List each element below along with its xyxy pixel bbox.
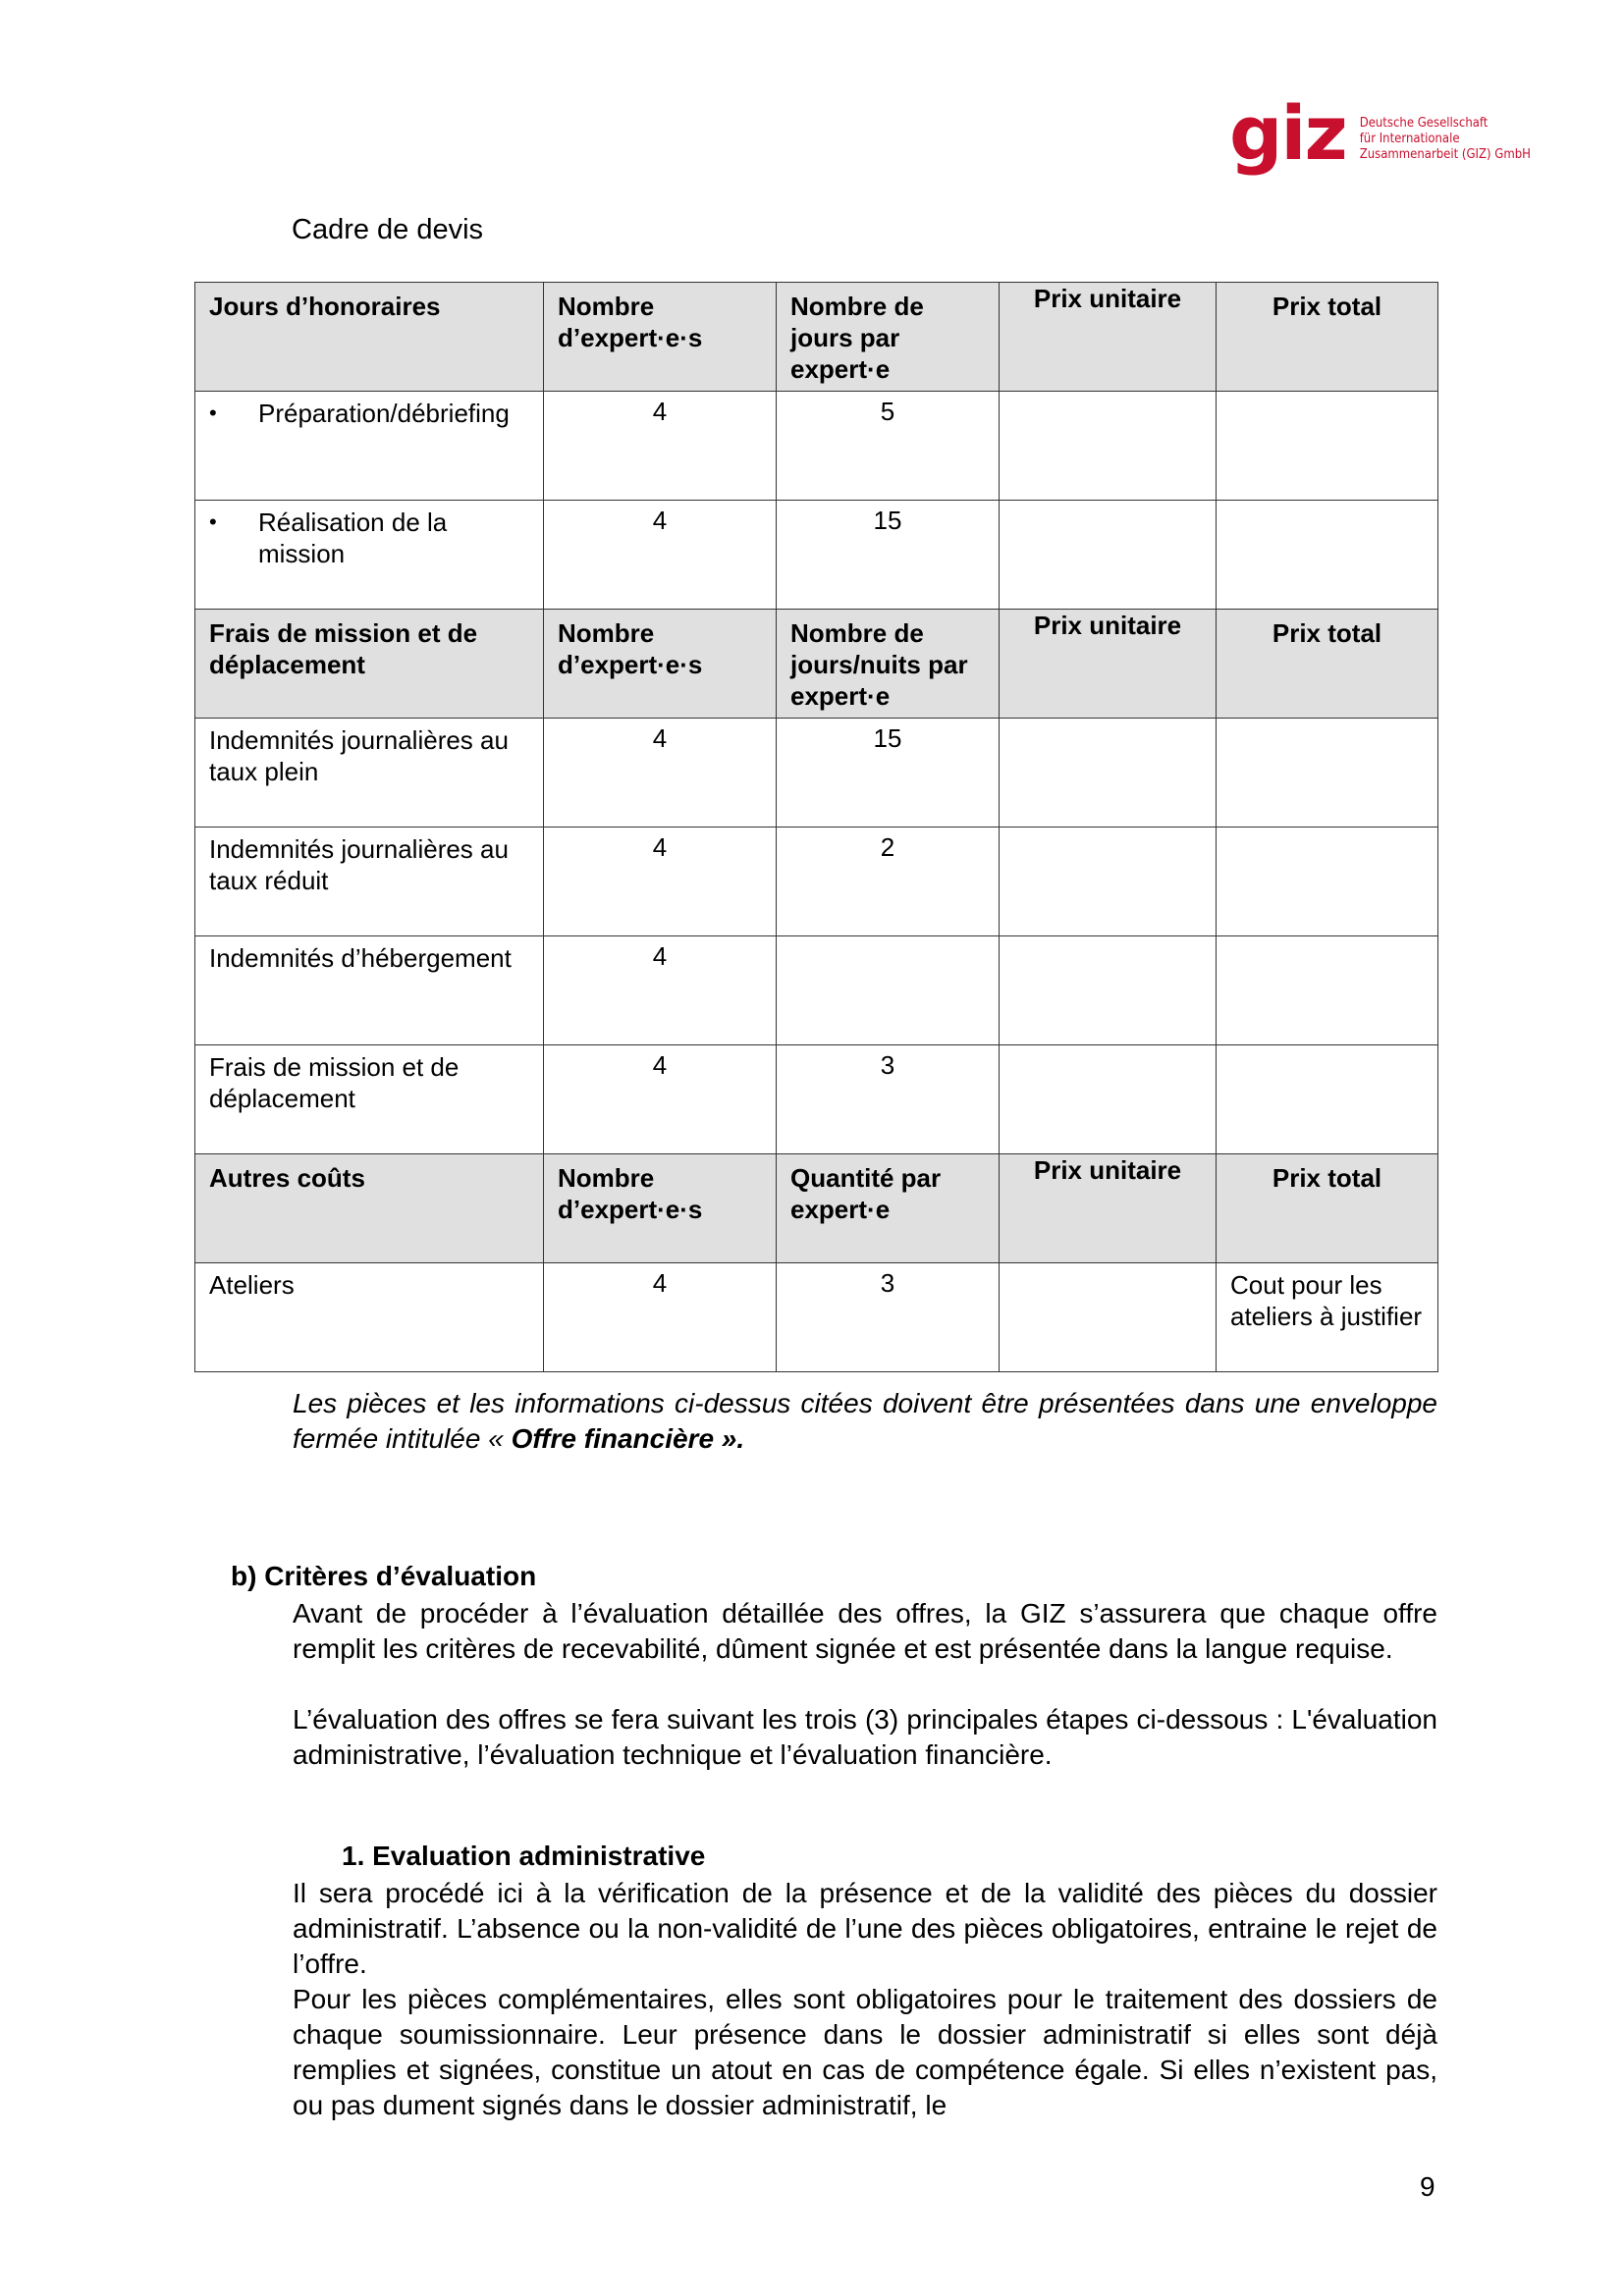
section-1-heading: 1. Evaluation administrative (342, 1841, 706, 1871)
giz-logo (1229, 89, 1531, 177)
header-cell: Nombre de jours par expert·e (777, 283, 1000, 392)
table-row (195, 392, 1438, 501)
row-label-text: Réalisation de la mission (258, 507, 448, 568)
header-cell: Nombre d’expert·e·s (544, 283, 777, 392)
unit-price-cell (1000, 392, 1217, 501)
table-row (195, 936, 1438, 1045)
experts-cell: 4 (544, 828, 777, 936)
unit-price-cell (1000, 828, 1217, 936)
experts-cell: 4 (544, 936, 777, 1045)
header-cell: Frais de mission et de déplacement (195, 610, 544, 719)
table-header-row (195, 283, 1438, 392)
logo-line: Zusammenarbeit (GIZ) GmbH (1359, 147, 1531, 162)
row-label: Indemnités journalières au taux réduit (195, 828, 544, 936)
quote-table (194, 282, 1438, 1372)
total-price-cell: Cout pour les ateliers à justifier (1217, 1263, 1438, 1372)
table-header-row (195, 610, 1438, 719)
total-price-cell (1217, 719, 1438, 828)
total-price-cell (1217, 1045, 1438, 1154)
header-cell: Prix total (1217, 1154, 1438, 1263)
row-label-text: Préparation/débriefing (258, 399, 510, 428)
experts-cell: 4 (544, 501, 777, 610)
header-cell: Nombre d’expert·e·s (544, 1154, 777, 1263)
row-label: Frais de mission et de déplacement (195, 1045, 544, 1154)
row-label: Indemnités journalières au taux plein (195, 719, 544, 828)
experts-cell: 4 (544, 392, 777, 501)
unit-price-cell (1000, 1045, 1217, 1154)
unit-price-cell (1000, 936, 1217, 1045)
table-row (195, 828, 1438, 936)
logo-line: für Internationale (1359, 132, 1460, 146)
table-row (195, 719, 1438, 828)
section-b-paragraph: L’évaluation des offres se fera suivant les trois (3) principales étapes ci-dessous : L'évaluation administrative, l’évaluation technique et l’évaluation financière. (293, 1704, 1437, 1770)
table-row (195, 1263, 1438, 1372)
qty-cell: 15 (777, 719, 1000, 828)
header-cell: Autres coûts (195, 1154, 544, 1263)
bullet-icon: • (209, 509, 217, 534)
qty-cell: 3 (777, 1045, 1000, 1154)
header-cell: Prix unitaire (1000, 283, 1217, 392)
qty-cell (777, 936, 1000, 1045)
giz-logo-mark: giz (1229, 89, 1346, 177)
table-row (195, 501, 1438, 610)
header-cell: Nombre d’expert·e·s (544, 610, 777, 719)
qty-cell: 15 (777, 501, 1000, 610)
note-bold: Offre financière ». (511, 1423, 745, 1454)
table-caption: Cadre de devis (292, 214, 484, 245)
unit-price-cell (1000, 1263, 1217, 1372)
page-number: 9 (1420, 2171, 1435, 2202)
row-label (195, 501, 544, 610)
unit-price-cell (1000, 501, 1217, 610)
section-1-paragraph: Il sera procédé ici à la vérification de la présence et de la validité des pièces du dossier administratif. L’absence ou la non-validité de l’une des pièces obligatoires, entraine le rejet de l’offre. (293, 1878, 1437, 1979)
giz-logo-text (1360, 116, 1531, 171)
row-label (195, 392, 544, 501)
header-cell: Quantité par expert·e (777, 1154, 1000, 1263)
header-cell: Prix unitaire (1000, 610, 1217, 719)
logo-line: Deutsche Gesellschaft (1359, 116, 1489, 131)
section-1-paragraph: Pour les pièces complémentaires, elles sont obligatoires pour le traitement des dossiers de chaque soumissionnaire. Leur présence dans le dossier administratif si elles sont déjà remplies et signées, constitue un atout en cas de compétence égale. Si elles n’existent pas, ou pas dument signés dans le dossier administratif, le (293, 1984, 1437, 2120)
total-price-cell (1217, 936, 1438, 1045)
unit-price-cell (1000, 719, 1217, 828)
total-price-cell (1217, 501, 1438, 610)
experts-cell: 4 (544, 1045, 777, 1154)
financial-offer-note (293, 1386, 1437, 1457)
experts-cell: 4 (544, 1263, 777, 1372)
row-label: Indemnités d’hébergement (195, 936, 544, 1045)
header-cell: Prix total (1217, 610, 1438, 719)
header-cell: Nombre de jours/nuits par expert·e (777, 610, 1000, 719)
header-cell: Jours d’honoraires (195, 283, 544, 392)
qty-cell: 3 (777, 1263, 1000, 1372)
table-header-row (195, 1154, 1438, 1263)
bullet-icon: • (209, 400, 217, 425)
qty-cell: 5 (777, 392, 1000, 501)
total-price-cell (1217, 392, 1438, 501)
row-label: Ateliers (195, 1263, 544, 1372)
qty-cell: 2 (777, 828, 1000, 936)
header-cell: Prix total (1217, 283, 1438, 392)
total-price-cell (1217, 828, 1438, 936)
table-row (195, 1045, 1438, 1154)
note-text: Les pièces et les informations ci-dessus citées doivent être présentées dans une enveloppe fermée intitulée « (293, 1388, 1437, 1454)
section-b-heading: b) Critères d’évaluation (231, 1561, 537, 1591)
experts-cell: 4 (544, 719, 777, 828)
section-b-paragraph: Avant de procéder à l’évaluation détaillée des offres, la GIZ s’assurera que chaque offre remplit les critères de recevabilité, dûment signée et est présentée dans la langue requise. (293, 1598, 1437, 1664)
header-cell: Prix unitaire (1000, 1154, 1217, 1263)
